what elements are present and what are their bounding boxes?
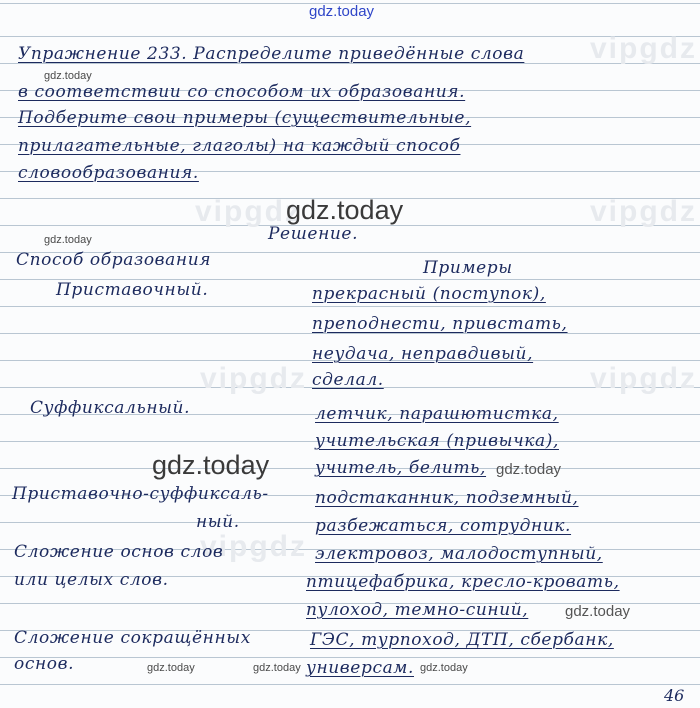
task-line-1: Упражнение 233. Распределите приведённые слова — [18, 44, 525, 64]
big-watermark: gdz.today — [152, 450, 270, 480]
example-line: пулоход, темно-синий, — [306, 600, 529, 620]
method-suffix: Суффиксальный. — [30, 398, 191, 418]
example-line: учительская (привычка), — [315, 431, 559, 451]
method-compound: Сложение основ слов — [14, 542, 224, 562]
ghost-watermark: vipgdz — [590, 32, 697, 65]
example-line: летчик, парашютистка, — [315, 404, 559, 424]
ghost-watermark: vipgdz — [200, 362, 307, 395]
small-watermark: gdz.today — [44, 70, 92, 82]
example-line: учитель, белить, — [315, 458, 487, 478]
example-line: подстаканник, подземный, — [315, 488, 579, 508]
ghost-watermark: vipgdz — [590, 195, 697, 228]
example-line: птицефабрика, кресло-кровать, — [306, 572, 620, 592]
small-watermark: gdz.today — [253, 662, 301, 674]
small-watermark: gdz.today — [147, 662, 195, 674]
column-method: Способ образования — [16, 250, 212, 270]
ghost-watermark: vipgdz — [200, 530, 307, 563]
small-watermark: gdz.today — [420, 662, 468, 674]
medium-watermark: gdz.today — [565, 603, 631, 620]
example-line: универсам. — [306, 658, 414, 678]
example-line: электровоз, малодоступный, — [315, 544, 603, 564]
method-abbrev-end: основ. — [14, 654, 75, 674]
column-examples: Примеры — [423, 258, 513, 278]
medium-watermark: gdz.today — [496, 461, 562, 478]
example-line: неудача, неправдивый, — [312, 344, 534, 364]
task-line-3: Подберите свои примеры (существительные, — [18, 108, 472, 128]
example-line: сделал. — [312, 370, 384, 390]
method-abbrev: Сложение сокращённых — [14, 628, 251, 648]
task-line-4: прилагательные, глаголы) на каждый способ — [18, 136, 461, 156]
top-watermark: gdz.today — [309, 3, 375, 20]
example-line: ГЭС, турпоход, ДТП, сбербанк, — [310, 630, 614, 650]
task-line-5: словообразования. — [18, 163, 199, 183]
small-watermark: gdz.today — [44, 234, 92, 246]
big-watermark: gdz.today — [286, 195, 404, 225]
page-number: 46 — [664, 686, 685, 705]
task-line-2: в соответствии со способом их образования. — [18, 82, 466, 102]
method-prefix: Приставочный. — [56, 280, 209, 300]
example-line: прекрасный (поступок), — [312, 284, 546, 304]
ghost-watermark: vipgdz — [590, 362, 697, 395]
method-prefix-suffix: Приставочно-суффиксаль- — [12, 484, 269, 504]
method-prefix-suffix-end: ный. — [196, 512, 240, 532]
ghost-watermark: vipgdz — [195, 195, 302, 228]
example-line: преподнести, привстать, — [312, 314, 568, 334]
example-line: разбежаться, сотрудник. — [315, 516, 572, 536]
method-compound-end: или целых слов. — [14, 570, 169, 590]
solution-heading: Решение. — [268, 224, 359, 244]
